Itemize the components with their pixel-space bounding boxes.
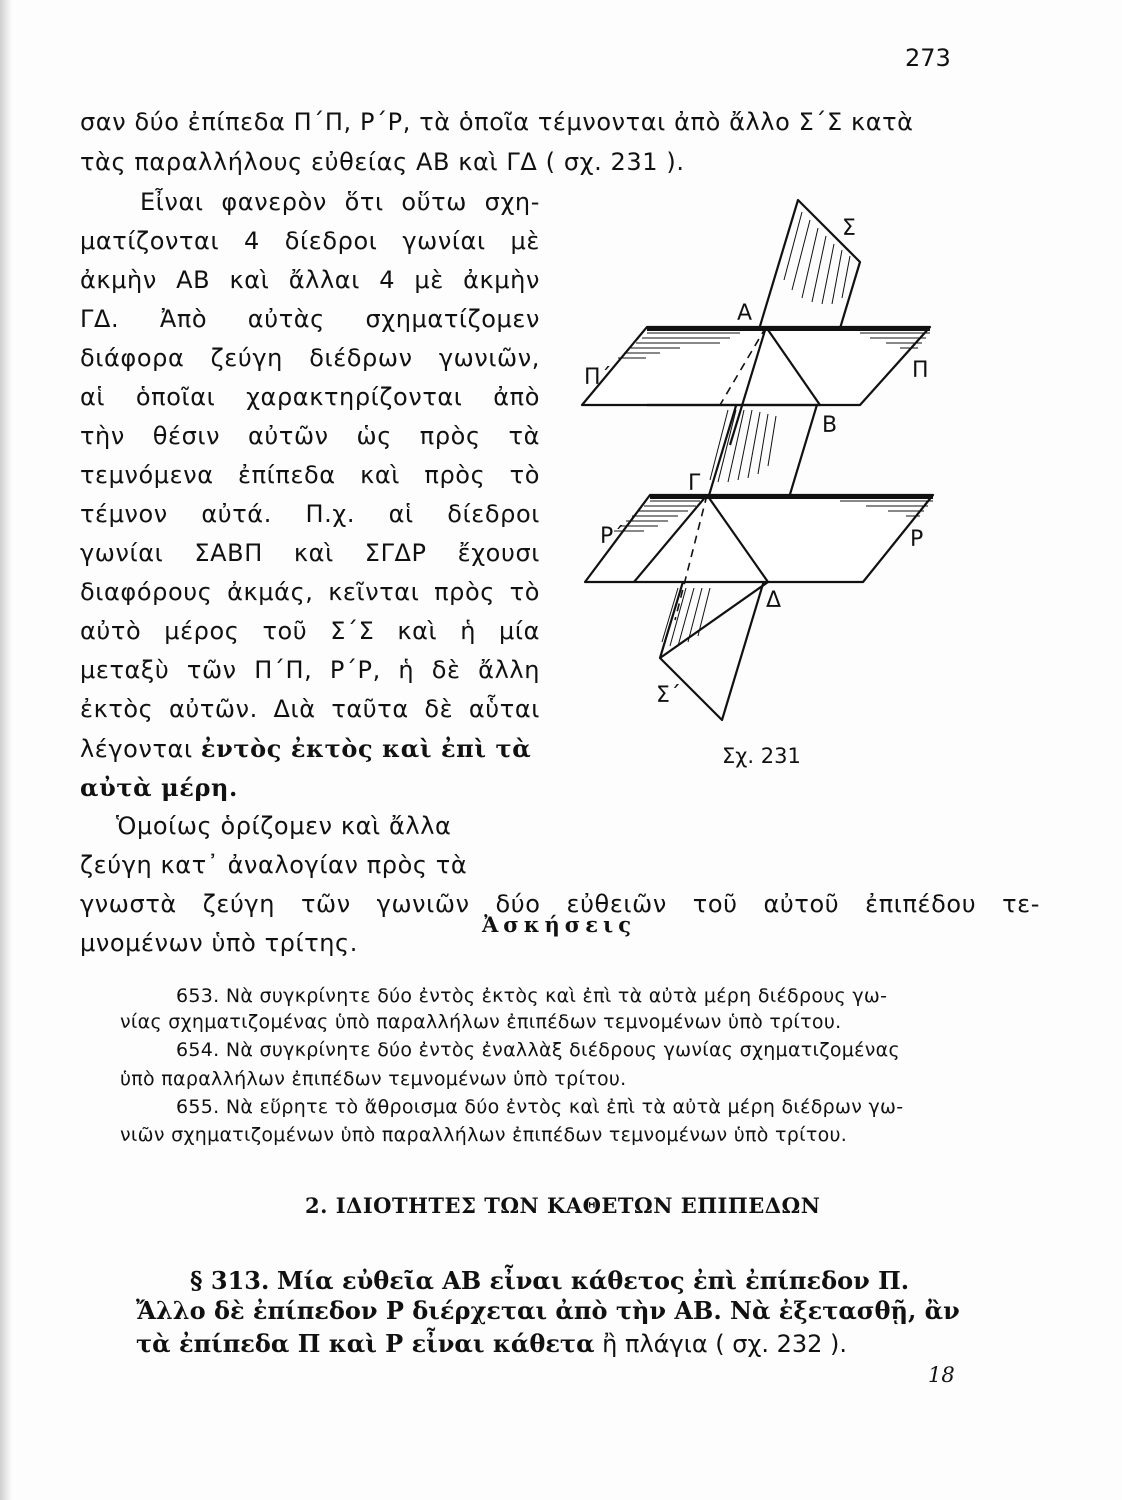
text-line: διαφόρους ἀκμάς, κεῖνται πρὸς τὸ bbox=[80, 578, 540, 606]
hatching-middle bbox=[710, 410, 776, 482]
text-line: ἀκμὴν ΑΒ καὶ ἄλλαι 4 μὲ ἀκμὴν bbox=[80, 266, 540, 294]
exercise-line: 653. Νὰ συγκρίνητε δύο ἐντὸς ἐκτὸς καὶ ἐπὶ τὰ αὐτὰ μέρη διέδρους γω- bbox=[176, 985, 888, 1007]
label-alpha: Α bbox=[737, 301, 753, 326]
text-line: τεμνόμενα ἐπίπεδα καὶ πρὸς τὸ bbox=[80, 461, 540, 489]
paragraph-313-line: Ἄλλο δὲ ἐπίπεδον Ρ διέρχεται ἀπὸ τὴν ΑΒ. Νὰ ἐξετασθῇ, ἂν bbox=[136, 1296, 960, 1325]
text-line: ΓΔ. Ἀπὸ αὐτὰς σχηματίζομεν bbox=[80, 305, 540, 333]
figure-caption: Σχ. 231 bbox=[722, 744, 801, 768]
signature-mark: 18 bbox=[928, 1363, 955, 1387]
label-delta: Δ bbox=[766, 588, 782, 613]
exercise-line: νίας σχηματιζομένας ὑπὸ παραλλήλων ἐπιπέδων τεμνομένων ὑπὸ τρίτου. bbox=[120, 1011, 842, 1033]
text-line: ἐκτὸς αὐτῶν. Διὰ ταῦτα δὲ αὗται bbox=[80, 695, 540, 723]
page-edge-shadow bbox=[0, 0, 12, 1500]
exercise-line: 655. Νὰ εὕρητε τὸ ἄθροισμα δύο ἐντὸς καὶ ἐπὶ τὰ αὐτὰ μέρη διέδρων γω- bbox=[176, 1096, 904, 1118]
label-pi-prime: Π΄ bbox=[584, 365, 612, 390]
section-title: 2. ΙΔΙΟΤΗΤΕΣ ΤΩΝ ΚΑΘΕΤΩΝ ΕΠΙΠΕΔΩΝ bbox=[305, 1193, 821, 1218]
bold-text: Μία εὐθεῖα ΑΒ εἶναι κάθετος ἐπὶ ἐπίπεδον Π. bbox=[277, 1266, 910, 1295]
text-line: γωνίαι ΣΑΒΠ καὶ ΣΓΔΡ ἔχουσι bbox=[80, 539, 540, 567]
paragraph-313-line bbox=[190, 1266, 909, 1295]
exercise-line: 654. Νὰ συγκρίνητε δύο ἐντὸς ἐναλλὰξ διέδρους γωνίας σχηματιζομένας bbox=[176, 1039, 900, 1061]
text-line: αὐτὸ μέρος τοῦ Σ΄Σ καὶ ἡ μία bbox=[80, 617, 540, 645]
page-number: 273 bbox=[905, 44, 951, 72]
label-rho-prime: Ρ΄ bbox=[600, 524, 625, 549]
text-line: διάφορα ζεύγη διέδρων γωνιῶν, bbox=[80, 344, 540, 372]
hatching-lower bbox=[662, 588, 710, 646]
label-sigma-prime: Σ΄ bbox=[656, 683, 681, 708]
label-gamma: Γ bbox=[688, 471, 701, 496]
hatching-upper bbox=[784, 212, 850, 304]
label-sigma: Σ bbox=[842, 216, 856, 241]
bold-term: ἐντὸς ἐκτὸς καὶ ἐπὶ τὰ bbox=[200, 734, 532, 763]
text-line: ματίζονται 4 δίεδροι γωνίαι μὲ bbox=[80, 227, 540, 255]
text-span: ἢ πλάγια ( σχ. 232 ). bbox=[594, 1330, 848, 1358]
paragraph-313-line bbox=[136, 1329, 847, 1358]
exercise-line: νιῶν σχηματιζομένων ὑπὸ παραλλήλων ἐπιπέδων τεμνομένων ὑπὸ τρίτου. bbox=[120, 1124, 848, 1146]
label-rho: Ρ bbox=[910, 527, 924, 552]
text-line bbox=[80, 734, 531, 763]
text-line: τέμνον αὐτά. Π.χ. αἱ δίεδροι bbox=[80, 500, 540, 528]
label-pi: Π bbox=[912, 358, 929, 383]
exercise-line: ὑπὸ παραλλήλων ἐπιπέδων τεμνομένων ὑπὸ τρίτου. bbox=[120, 1068, 627, 1090]
plane-p-outline bbox=[582, 327, 930, 405]
bold-text: τὰ ἐπίπεδα Π καὶ Ρ εἶναι κάθετα bbox=[136, 1329, 595, 1358]
label-beta: Β bbox=[822, 413, 838, 438]
text-line: τὰς παραλλήλους εὐθείας ΑΒ καὶ ΓΔ ( σχ. 231 ). bbox=[80, 148, 685, 176]
figure-231 bbox=[570, 190, 970, 750]
text-line: μνομένων ὑπὸ τρίτης. bbox=[80, 929, 358, 957]
text-line: σαν δύο ἐπίπεδα Π΄Π, Ρ΄Ρ, τὰ ὁποῖα τέμνονται ἀπὸ ἄλλο Σ΄Σ κατὰ bbox=[80, 108, 914, 136]
text-line: τὴν θέσιν αὐτῶν ὡς πρὸς τὰ bbox=[80, 422, 540, 450]
text-line: Εἶναι φανερὸν ὅτι οὕτω σχη- bbox=[140, 188, 540, 216]
text-span: λέγονται bbox=[80, 735, 201, 763]
paragraph-number: § 313. bbox=[190, 1266, 270, 1295]
text-line: γνωστὰ ζεύγη τῶν γωνιῶν δύο εὐθειῶν τοῦ αὐτοῦ ἐπιπέδου τε- bbox=[80, 890, 1040, 918]
text-line: Ὁμοίως ὁρίζομεν καὶ ἄλλα bbox=[116, 812, 452, 840]
bold-term: αὐτὰ μέρη. bbox=[80, 773, 239, 802]
text-line: μεταξὺ τῶν Π΄Π, Ρ΄Ρ, ἡ δὲ ἄλλη bbox=[80, 656, 540, 684]
exercises-heading: Ἀσκήσεις bbox=[482, 912, 636, 937]
text-line: αἱ ὁποῖαι χαρακτηρίζονται ἀπὸ bbox=[80, 383, 540, 411]
text-line: ζεύγη κατ᾽ ἀναλογίαν πρὸς τὰ bbox=[80, 851, 468, 879]
